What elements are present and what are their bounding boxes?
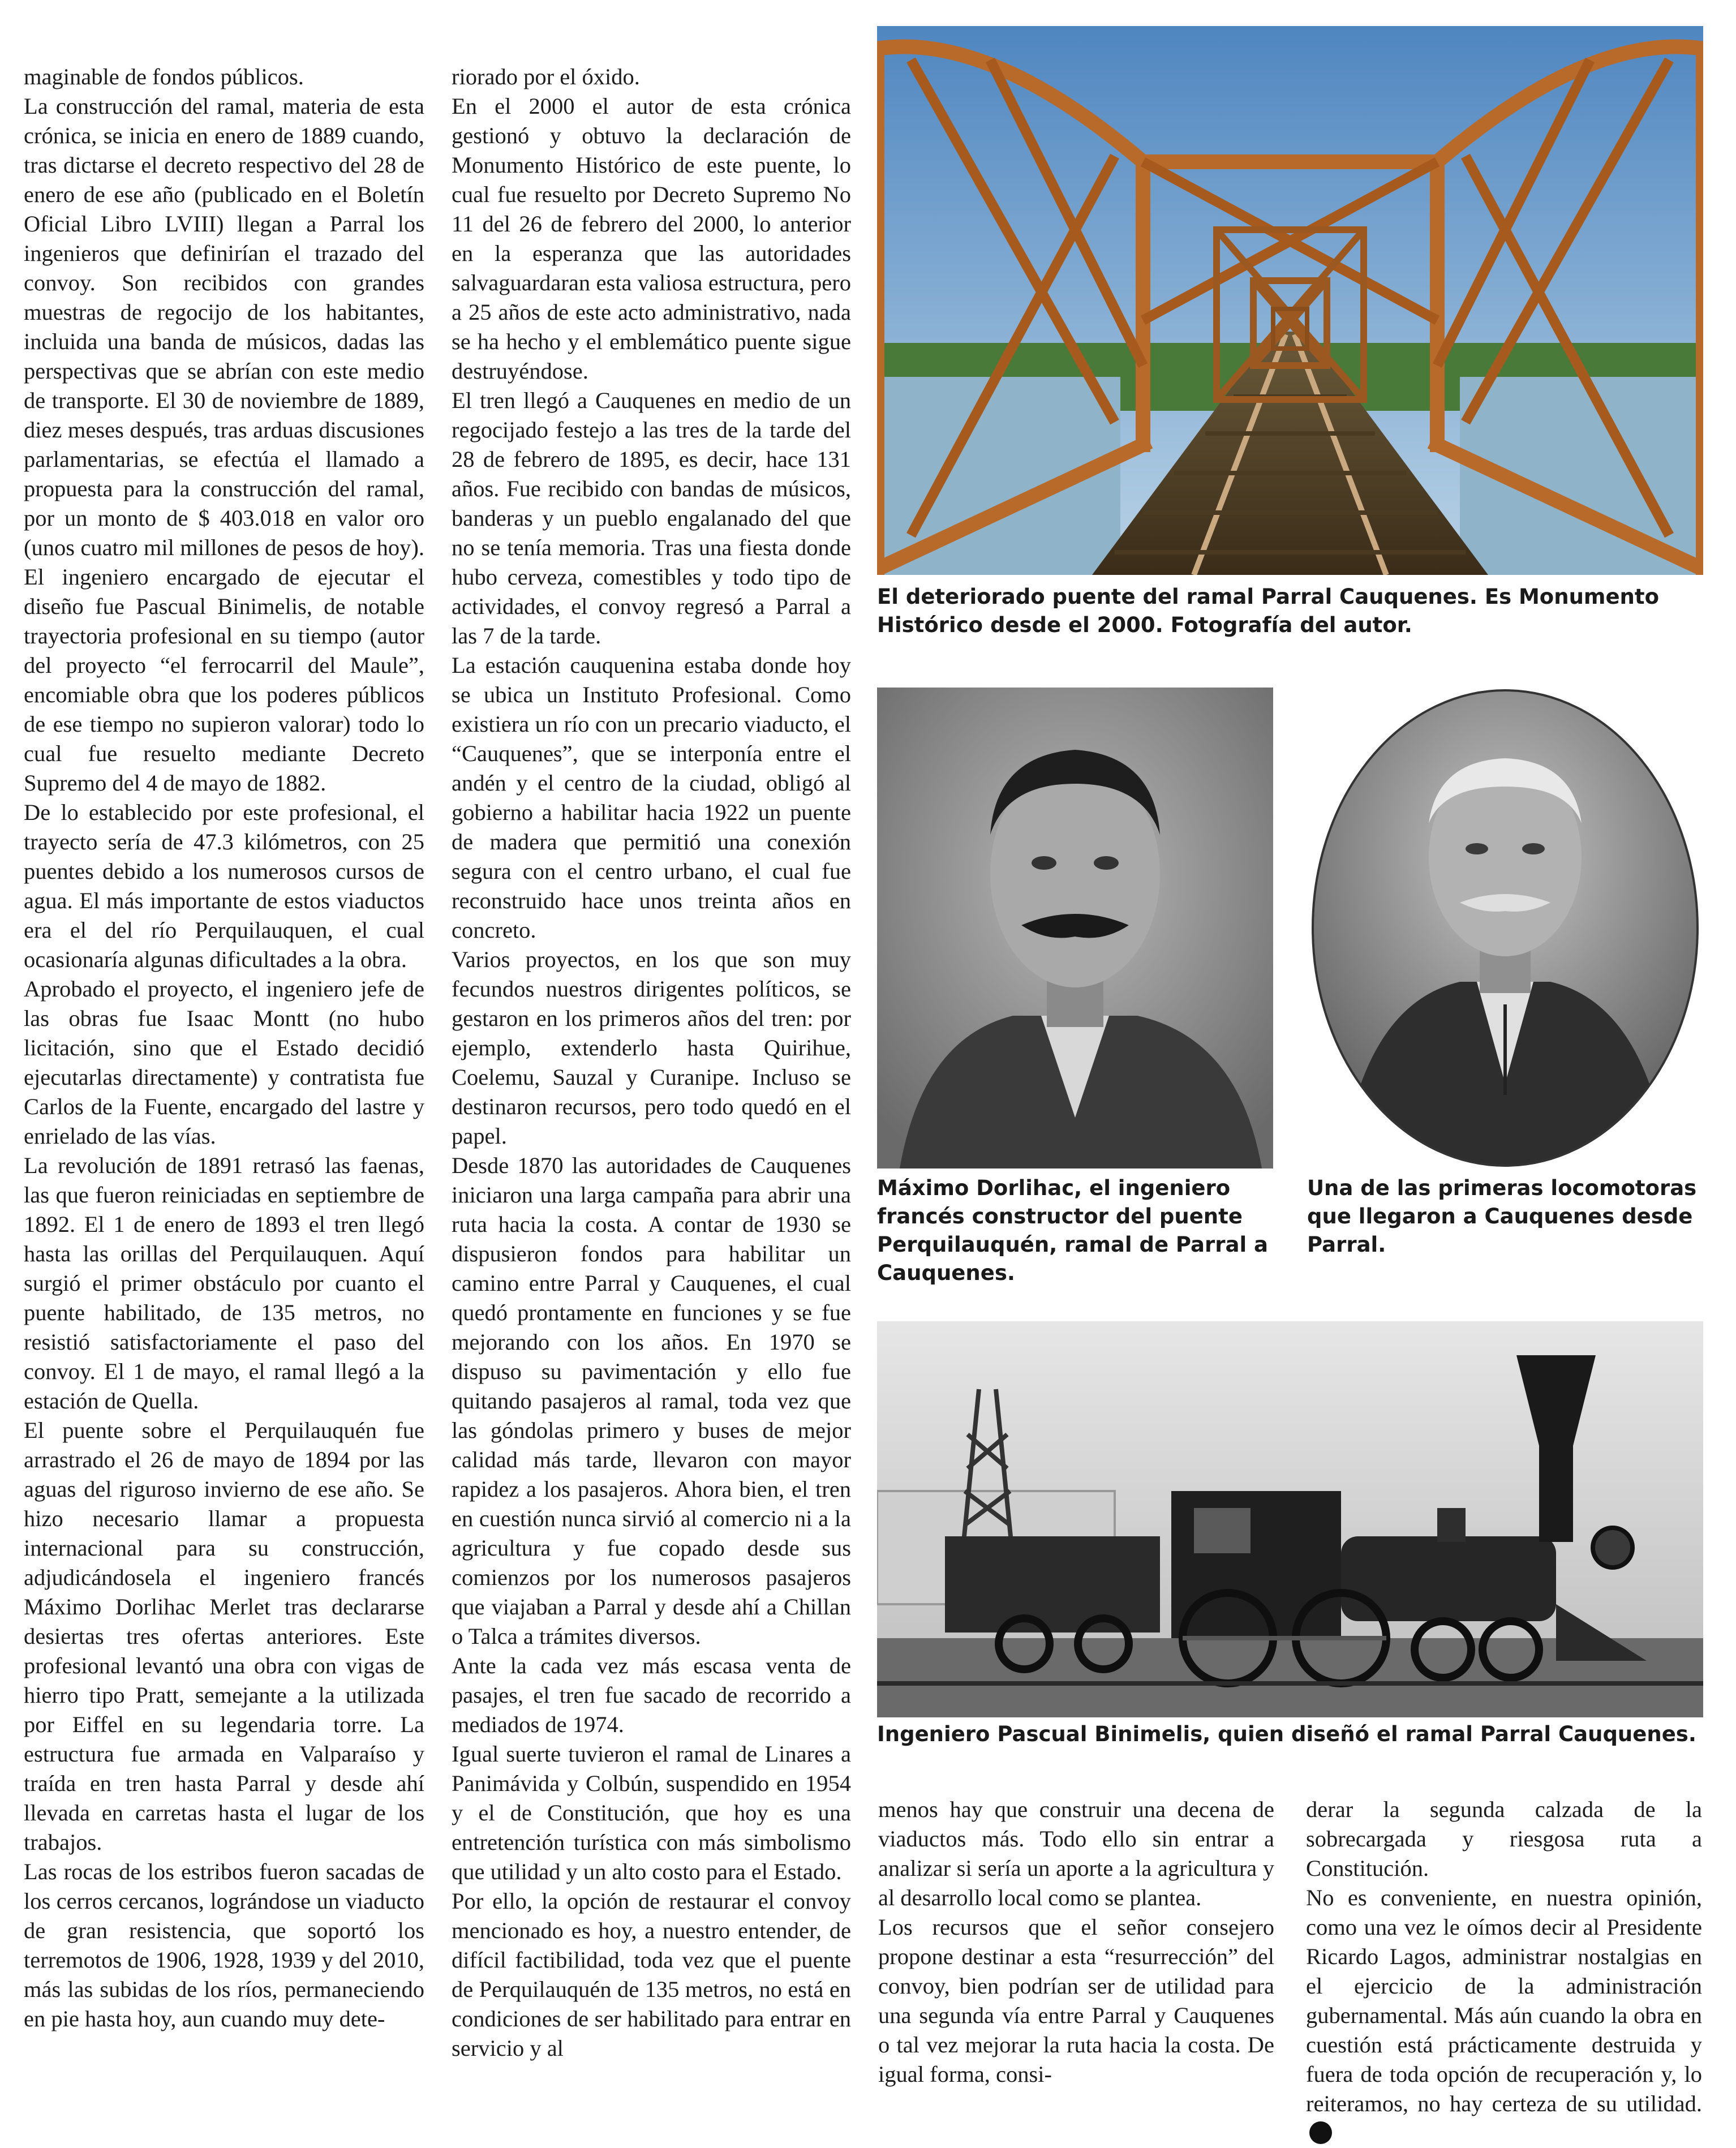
bridge-photo-caption: El deteriorado puente del ramal Parral Cauquenes. Es Monumento Histórico desde el 2000. Fotografía del autor. (877, 585, 1660, 637)
paragraph: Aprobado el proyecto, el ingeniero jefe de las obras fue Isaac Montt (no hubo licitación, sino que el Estado decidió ejecutarlas directamente) y contratista fue Carlos de la Fuente, encargado del lastre y enrielado de las vías. (24, 976, 424, 1149)
oval-portrait-illustration (1307, 688, 1703, 1168)
paragraph (1306, 1883, 1702, 2148)
paragraph: La estación cauquenina estaba donde hoy se ubica un Instituto Profesional. Como existiera un río con un precario viaducto, el “Cauquenes”, que se interponía entre el andén y el centro de la ciudad, obligó al gobierno a habilitar hacia 1922 un puente de madera que permitió una conexión segura con el centro urbano, el cual fue reconstruido hace unos treinta años en concreto. (452, 652, 851, 943)
paragraph: El puente sobre el Perquilauquén fue arrastrado el 26 de mayo de 1894 por las aguas del riguroso invierno de ese año. Se hizo necesario llamar a propuesta internacional para su construcción, adjudicándosela el ingeniero francés Máximo Dorlihac Merlet tras declararse desiertas tres ofertas anteriores. Este profesional levantó una obra con vigas de hierro tipo Pratt, semejante a la utilizada por Eiffel en su legendaria torre. La estructura fue armada en Valparaíso y traída en tren hasta Parral y desde ahí llevada en carretas hasta el lugar de los trabajos. (24, 1417, 424, 1855)
portrait-illustration (877, 688, 1273, 1168)
paragraph: Ante la cada vez más escasa venta de pasajes, el tren fue sacado de recorrido a mediados de 1974. (452, 1653, 851, 1737)
paragraph: Igual suerte tuvieron el ramal de Linares a Panimávida y Colbún, suspendido en 1954 y el de Constitución, que hoy es una entretención turística con más simbolismo que utilidad y un alto costo para el Estado. (452, 1741, 851, 1884)
locomotive-photo (877, 1321, 1703, 1717)
dorlihac-portrait-photo (877, 688, 1273, 1168)
locomotive-photo-caption: Ingeniero Pascual Binimelis, quien diseñó el ramal Parral Cauquenes. (877, 1722, 1696, 1746)
oval-photo-caption: Una de las primeras locomotoras que llegaron a Cauquenes desde Parral. (1307, 1176, 1697, 1257)
bridge-photo (877, 26, 1703, 575)
paragraph: Por ello, la opción de restaurar el convoy mencionado es hoy, a nuestro entender, de difícil factibilidad, toda vez que el puente de Perquilauquén de 135 metros, no está en condiciones de ser habilitado para entrar en servicio y al (452, 1888, 851, 2061)
paragraph: riorado por el óxido. (452, 64, 640, 89)
paragraph: Desde 1870 las autoridades de Cauquenes iniciaron una larga campaña para abrir una ruta hacia la costa. A contar de 1930 se dispusieron fondos para habilitar un camino entre Parral y Cauquenes, el cual quedó prontamente en funciones y se fue mejorando con los años. En 1970 se dispuso su pavimentación y ello fue quitando pasajeros al ramal, toda vez que las góndolas primero y buses de mejor calidad más tarde, llevaron con mayor rapidez a los pasajeros. Ahora bien, el tren en cuestión nunca sirvió al comercio ni a la agricultura y fue copado desde sus comienzos por los numerosos pasajeros que viajaban a Parral y desde ahí a Chillan o Talca a trámites diversos. (452, 1153, 851, 1649)
paragraph: La construcción del ramal, materia de esta crónica, se inicia en enero de 1889 cuando, tras dictarse el decreto respectivo del 28 de enero de ese año (publicado en el Boletín Oficial Libro LVIII) llegan a Parral los ingenieros que definirían el trazado del convoy. Son recibidos con grandes muestras de regocijo de los habitantes, incluida una banda de músicos, dadas las perspectivas que se abrían con este medio de transporte. El 30 de noviembre de 1889, diez meses después, tras arduas discusiones parlamentarias, se efectúa el llamado a propuesta para la construcción del ramal, por un monto de $ 403.018 en valor oro (unos cuatro mil millones de pesos de hoy). El ingeniero encargado de ejecutar el diseño fue Pascual Binimelis, de notable trayectoria profesional en su tiempo (autor del proyecto “el ferrocarril del Maule”, encomiable obra que los poderes públicos de ese tiempo no supieron valorar) todo lo cual fue resuelto mediante Decreto Supremo del 4 de mayo de 1882. (24, 93, 424, 796)
paragraph: menos hay que construir una decena de viaductos más. Todo ello sin entrar a analizar si sería un aporte a la agricultura y al desarrollo local como se plantea. (878, 1797, 1274, 1910)
paragraph: Las rocas de los estribos fueron sacadas de los cerros cercanos, lográndose un viaducto de gran resistencia, que soportó los terremotos de 1906, 1928, 1939 y del 2010, más las subidas de los ríos, permaneciendo en pie hasta hoy, aun cuando muy dete- (24, 1859, 424, 2031)
paragraph: Los recursos que el señor consejero propone destinar a esta “resurrección” del convoy, bien podrían ser de utilidad para una segunda vía entre Parral y Cauquenes o tal vez mejorar la ruta hacia la costa. De igual forma, consi- (878, 1914, 1274, 2087)
dorlihac-photo-caption: Máximo Dorlihac, el ingeniero francés constructor del puente Perquilauquén, ramal de Parral a Cauquenes. (877, 1176, 1269, 1285)
paragraph: El tren llegó a Cauquenes en medio de un regocijado festejo a las tres de la tarde del 28 de febrero de 1895, es decir, hace 131 años. Fue recibido con bandas de músicos, banderas y un pueblo engalanado del que no se tenía memoria. Tras una fiesta donde hubo cerveza, comestibles y todo tipo de actividades, el convoy regresó a Parral a las 7 de la tarde. (452, 388, 851, 648)
locomotive-illustration (877, 1321, 1703, 1717)
paragraph: Varios proyectos, en los que son muy fecundos nuestros dirigentes políticos, se gestaron en los primeros años del tren: por ejemplo, extenderlo hasta Quirihue, Coelemu, Sauzal y Curanipe. Incluso se destinaron recursos, pero todo quedó en el papel. (452, 947, 851, 1149)
paragraph: De lo establecido por este profesional, el trayecto sería de 47.3 kilómetros, con 25 puentes debido a los numerosos cursos de agua. El más importante de estos viaductos era el del río Perquilauquen, el cual ocasionaría algunas dificultades a la obra. (24, 800, 424, 972)
end-of-article-dot-icon (1309, 2121, 1332, 2144)
article-column-4 (1306, 1795, 1702, 2148)
oval-portrait-photo (1307, 688, 1703, 1168)
bridge-illustration (877, 26, 1703, 575)
paragraph-text: No es conveniente, en nuestra opinión, como una vez le oímos decir al Presidente Ricardo Lagos, administrar nostalgias en el ejercicio de la administración gubernamental. Más aún cuando la obra en cuestión está prácticamente destruida y fuera de toda opción de recuperación y, lo reiteramos, no hay certeza de su utilidad. (1306, 1885, 1702, 2116)
paragraph: derar la segunda calzada de la sobrecargada y riesgosa ruta a Constitución. (1306, 1797, 1702, 1881)
article-column-1 (24, 62, 424, 2034)
paragraph: En el 2000 el autor de esta crónica gestionó y obtuvo la declaración de Monumento Histórico de este puente, lo cual fue resuelto por Decreto Supremo No 11 del 26 de febrero del 2000, lo anterior en la esperanza que las autoridades salvaguardaran esta valiosa estructura, pero a 25 años de este acto administrativo, nada se ha hecho y el emblemático puente sigue destruyéndose. (452, 93, 851, 384)
paragraph: maginable de fondos públicos. (24, 64, 304, 89)
article-column-2 (452, 62, 851, 2063)
paragraph: La revolución de 1891 retrasó las faenas, las que fueron reiniciadas en septiembre de 1892. El 1 de enero de 1893 el tren llegó hasta las orillas del Perquilauquen. Aquí surgió el primer obstáculo por cuanto el puente habilitado, de 135 metros, no resistió satisfactoriamente el paso del convoy. El 1 de mayo, el ramal llegó a la estación de Quella. (24, 1153, 424, 1414)
article-column-3 (878, 1795, 1274, 2089)
